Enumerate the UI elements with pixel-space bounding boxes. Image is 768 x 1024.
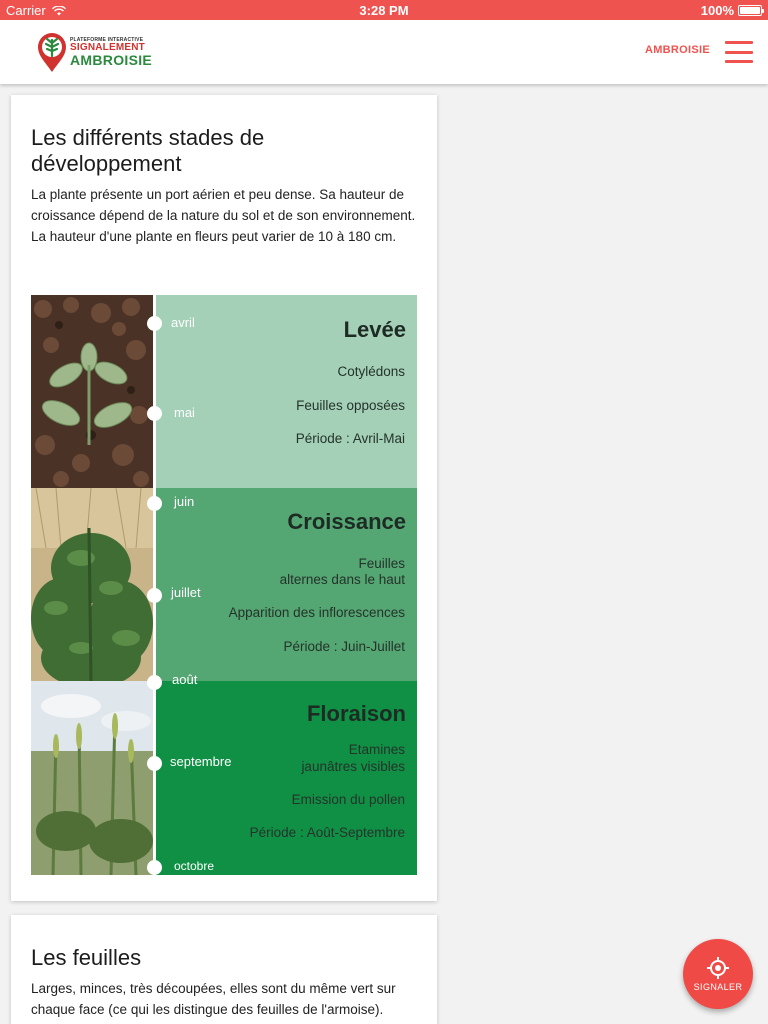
timeline-dot <box>147 316 162 331</box>
stage-detail: Feuilles opposées <box>296 398 405 413</box>
app-logo[interactable] <box>36 30 153 74</box>
month-label: octobre <box>174 859 215 873</box>
location-target-icon <box>707 957 729 979</box>
stage-floraison <box>31 681 417 875</box>
timeline-dot <box>147 496 162 511</box>
section-body: Larges, minces, très découpées, elles sont du même vert sur chaque face (ce qui les distingue des feuilles de l'armoise). <box>31 981 396 1017</box>
section-title: Les différents stades de développement <box>31 125 265 176</box>
logo-wordmark <box>70 38 152 67</box>
seedling-photo <box>31 295 153 488</box>
stage-detail: Emission du pollen <box>291 792 405 807</box>
stage-croissance <box>31 488 417 681</box>
battery-percent: 100% <box>700 3 734 18</box>
logo-line2: SIGNALEMENT <box>70 41 145 53</box>
timeline-line <box>153 295 156 875</box>
month-label: juin <box>174 494 195 509</box>
stage-levee <box>31 295 417 488</box>
month-label: mai <box>174 405 195 420</box>
development-stages-card <box>11 95 437 901</box>
growing-plant-photo <box>31 488 153 681</box>
development-timeline-graphic <box>31 295 417 875</box>
stage-detail: Apparition des inflorescences <box>228 605 405 620</box>
stage-detail: jaunâtres visibles <box>301 759 405 774</box>
timeline-dot <box>147 675 162 690</box>
stage-title: Floraison <box>306 701 406 726</box>
stage-period: Période : Avril-Mai <box>295 431 405 446</box>
report-button[interactable] <box>683 939 753 1009</box>
timeline-dot <box>147 756 162 771</box>
status-time: 3:28 PM <box>359 3 409 18</box>
battery-icon <box>738 5 762 16</box>
logo-line3: AMBROISIE <box>70 51 153 68</box>
hamburger-menu-icon[interactable] <box>725 41 753 63</box>
nav-link-ambroisie[interactable]: AMBROISIE <box>644 44 710 56</box>
section-body: La plante présente un port aérien et peu dense. Sa hauteur de croissance dépend de la nature du sol et de son environnement. La hauteur d'une plante en fleurs peut varier de 10 à 180 cm. <box>31 187 416 244</box>
month-label: avril <box>171 315 195 330</box>
stage-detail: Etamines <box>348 742 405 757</box>
stage-detail: alternes dans le haut <box>279 572 405 587</box>
leaves-card <box>11 915 437 1024</box>
timeline-dot <box>147 860 162 875</box>
timeline-dot <box>147 406 162 421</box>
stage-detail: Feuilles <box>358 556 405 571</box>
stage-title: Croissance <box>287 509 406 534</box>
battery-status <box>701 3 762 18</box>
carrier-label: Carrier <box>6 3 46 18</box>
logo-line1: PLATEFORME INTERACTIVE <box>70 36 144 43</box>
report-button-label: SIGNALER <box>693 981 743 992</box>
month-label: juillet <box>171 585 201 600</box>
stage-detail: Cotylédons <box>337 364 405 379</box>
timeline-dot <box>147 588 162 603</box>
status-bar <box>0 0 768 20</box>
stage-period: Période : Juin-Juillet <box>283 639 405 654</box>
month-label: septembre <box>170 754 232 769</box>
app-header <box>0 20 768 84</box>
section-title: Les feuilles <box>31 945 142 970</box>
month-label: août <box>172 672 198 687</box>
flowering-plant-photo <box>31 681 153 875</box>
logo-leaf-pin-icon <box>36 31 68 73</box>
stage-title: Levée <box>343 317 406 342</box>
stage-period: Période : Août-Septembre <box>249 825 405 840</box>
